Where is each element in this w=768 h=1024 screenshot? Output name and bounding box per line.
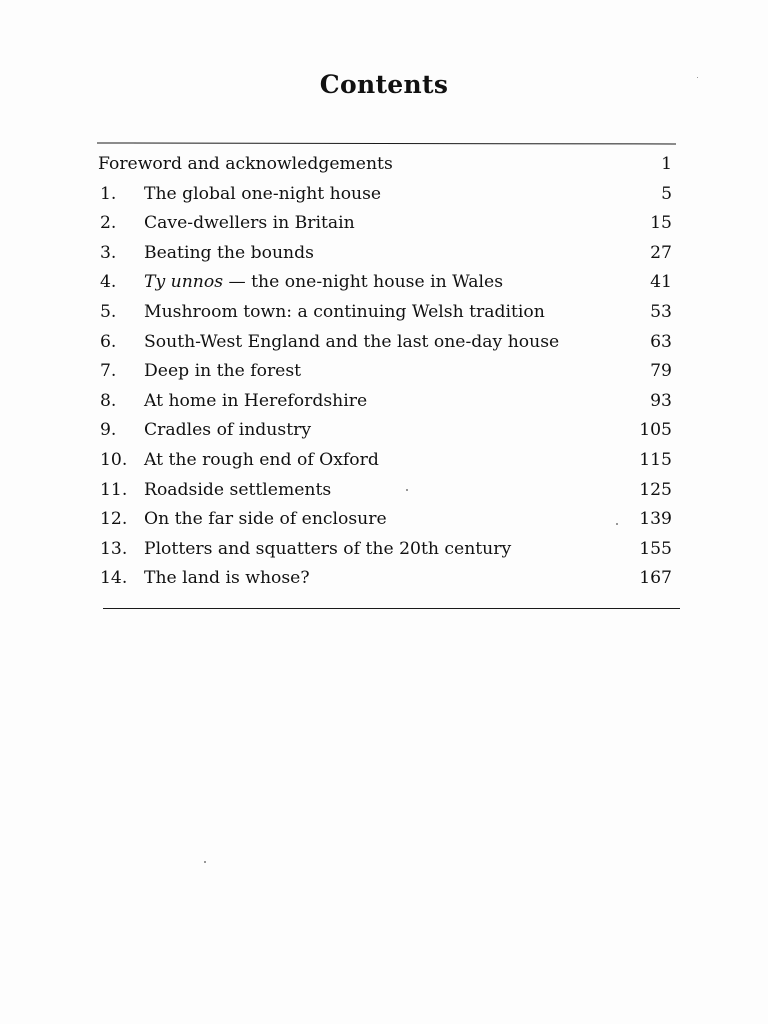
entry-label: Cave-dwellers in Britain — [144, 213, 355, 234]
scan-speck — [406, 489, 408, 491]
entry-page-number: 105 — [639, 420, 672, 441]
chapter-number: 2. — [100, 213, 117, 234]
toc-entry — [98, 358, 678, 388]
chapter-number: 1. — [100, 183, 117, 204]
entry-label-rest: — the one-night house in Wales — [223, 272, 504, 293]
entry-label: Foreword and acknowledgements — [98, 154, 393, 174]
entry-page-number: 5 — [661, 183, 672, 204]
chapter-number: 9. — [100, 420, 117, 441]
toc-entry — [98, 269, 678, 299]
entry-page-number: 1 — [661, 154, 672, 174]
entry-page-number: 53 — [650, 301, 672, 322]
entry-page-number: 27 — [650, 242, 672, 263]
top-rule — [97, 142, 676, 144]
toc-entry — [98, 506, 678, 536]
entry-label: The global one-night house — [144, 183, 382, 204]
entry-label: Mushroom town: a continuing Welsh tradition — [144, 301, 545, 322]
toc-entry — [98, 536, 678, 566]
entry-label: South-West England and the last one-day house — [144, 331, 560, 352]
toc-entry — [98, 240, 678, 270]
entry-label: The land is whose? — [144, 568, 310, 589]
toc-entry — [98, 447, 678, 477]
table-of-contents — [98, 151, 678, 595]
entry-page-number: 115 — [639, 449, 672, 470]
entry-page-number: 93 — [650, 390, 672, 411]
toc-entry — [98, 329, 678, 359]
entry-page-number: 79 — [650, 361, 672, 382]
entry-label — [144, 269, 503, 295]
chapter-number: 11. — [100, 479, 128, 500]
chapter-number: 10. — [100, 449, 128, 470]
entry-page-number: 139 — [639, 509, 672, 530]
chapter-number: 12. — [100, 509, 128, 530]
entry-page-number: 41 — [650, 272, 672, 293]
entry-label: Plotters and squatters of the 20th century — [144, 538, 512, 559]
entry-page-number: 155 — [639, 538, 672, 559]
scan-speck — [204, 861, 206, 863]
chapter-number: 8. — [100, 390, 117, 411]
toc-entry — [98, 299, 678, 329]
chapter-number: 7. — [100, 361, 117, 382]
toc-entry — [98, 181, 678, 211]
entry-label: Roadside settlements — [144, 479, 332, 500]
chapter-number: 5. — [100, 301, 117, 322]
entry-label: At home in Herefordshire — [144, 390, 368, 411]
entry-label: On the far side of enclosure — [144, 509, 387, 530]
chapter-number: 14. — [100, 568, 128, 589]
entry-page-number: 63 — [650, 331, 672, 352]
entry-page-number: 125 — [639, 479, 672, 500]
entry-label: At the rough end of Oxford — [144, 449, 379, 470]
toc-entry — [98, 388, 678, 418]
bottom-rule — [103, 608, 680, 609]
toc-entry — [98, 477, 678, 507]
entry-page-number: 167 — [639, 568, 672, 589]
entry-label-italic: Ty unnos — [144, 272, 224, 293]
entry-page-number: 15 — [650, 213, 672, 234]
entry-label: Beating the bounds — [144, 242, 314, 263]
toc-entry — [98, 565, 678, 595]
chapter-number: 13. — [100, 538, 128, 559]
chapter-number: 4. — [100, 272, 117, 293]
scan-speck — [697, 77, 698, 78]
toc-entry — [98, 417, 678, 447]
chapter-number: 6. — [100, 331, 117, 352]
toc-entry-foreword — [98, 151, 678, 181]
toc-entry — [98, 210, 678, 240]
entry-label: Deep in the forest — [144, 361, 302, 382]
chapter-number: 3. — [100, 242, 117, 263]
entry-label: Cradles of industry — [144, 420, 312, 441]
scan-speck — [616, 523, 618, 525]
page-title: Contents — [319, 70, 449, 99]
